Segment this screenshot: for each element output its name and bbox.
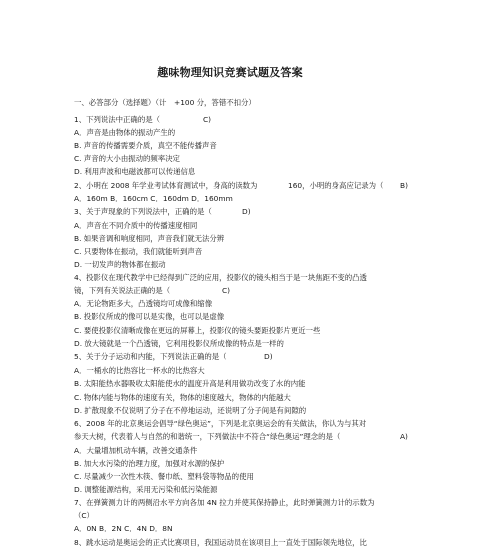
question-3-option-a: A．声音在不同介质中的传播速度相同 [74,221,198,230]
question-3-stem: 3、关于声现象的下列说法中，正确的是（ [74,207,212,216]
question-5-option-d: D. 扩散现象不仅说明了分子在不停地运动，还说明了分子间是有间隙的 [74,406,307,415]
question-5-option-b: B. 太阳能热水器吸收太阳能使水的温度升高是利用做功改变了水的内能 [74,379,306,388]
question-1-option-d: D. 利用声波和电磁波都可以传递信息 [74,167,196,176]
question-6-option-a: A．大量增加机动车辆，改善交通条件 [74,446,198,455]
question-6-answer: A) [400,432,408,441]
question-8-stem: 8、跳水运动是奥运会的正式比赛项目，我国运动员在该项目上一直处于国际领先地位，比 [74,538,367,547]
document-title: 趣味物理知识竞赛试题及答案 [157,66,303,79]
question-6-option-d: D. 调整能源结构，采用无污染和低污染能源 [74,485,218,494]
question-6-option-c: C. 尽量减少一次性木筷、餐巾纸、塑料袋等物品的使用 [74,472,254,481]
section-heading: 一、必答部分（选择题）（计 [74,98,167,107]
question-4-answer: C) [222,286,231,295]
question-4-stem-line-2: 镜，下列有关说法正确的是（ [74,286,171,295]
question-4-option-a: A．无论物距多大，凸透镜均可成像和缩像 [74,299,213,308]
question-2-stem: 2、小明在 2008 年学业考试体育测试中，身高的读数为 [74,181,258,190]
question-3-answer: D) [242,207,251,216]
question-4-option-c: C. 要使投影仪清晰成像在更远的屏幕上，投影仪的镜头要距投影片更近一些 [74,326,321,335]
question-6-stem-line-1: 6、2008 年的北京奥运会倡导“绿色奥运”，下列是北京奥运会的有关做法，你认为与其对 [74,419,367,428]
question-1-stem: 1、下列说法中正确的是（ [74,115,161,124]
question-7-stem: 7、在弹簧测力计的两侧沿水平方向各加 4N 拉力并使其保持静止，此时弹簧测力计的示数为 [74,498,375,507]
question-1-option-a: A．声音是由物体的振动产生的 [74,128,176,137]
question-4-option-d: D. 放大镜就是一个凸透镜，它利用投影仪所成像的特点是一样的 [74,339,284,348]
question-5-answer: D) [264,352,273,361]
question-5-option-a: A．一桶水的比热容比一杯水的比热容大 [74,366,205,375]
question-4-stem-line-1: 4、投影仪在现代教学中已经得到广泛的应用，投影仪的镜头相当于是一块焦距不变的凸透 [74,273,367,282]
question-4-option-b: B. 投影仪所成的像可以是实像，也可以是虚像 [74,312,225,321]
question-7-answer: （C） [74,511,94,520]
section-score-note: +100 分，答错不扣分） [174,98,256,107]
question-5-stem: 5、关于分子运动和内能，下列说法正确的是（ [74,352,227,361]
question-2-options: A．160m B．160cm C．160dm D．160mm [74,194,233,203]
question-2-stem-continued: 160，小明的身高应记录为（ [288,181,384,190]
question-2-answer: B) [400,181,408,190]
question-6-option-b: B. 加大水污染的治理力度，加强对水源的保护 [74,459,225,468]
question-1-option-c: C. 声音的大小由振动的频率决定 [74,154,180,163]
question-7-options: A．0N B．2N C．4N D．8N [74,524,173,533]
question-3-option-c: C. 只要物体在振动，我们就能听到声音 [74,247,203,256]
question-3-option-b: B. 如果音调和响度相同，声音我们就无法分辨 [74,234,225,243]
question-6-stem-line-2: 参天大树，代表着人与自然的和谐统一，下列做法中不符合“绿色奥运”理念的是（ [74,432,341,441]
question-1-answer: C) [203,115,212,124]
question-3-option-d: D. 一切发声的物体都在振动 [74,260,166,269]
question-5-option-c: C. 物体内能与物体的速度有关，物体的速度越大，物体的内能越大 [74,393,291,402]
question-1-option-b: B. 声音的传播需要介质，真空不能传播声音 [74,141,217,150]
